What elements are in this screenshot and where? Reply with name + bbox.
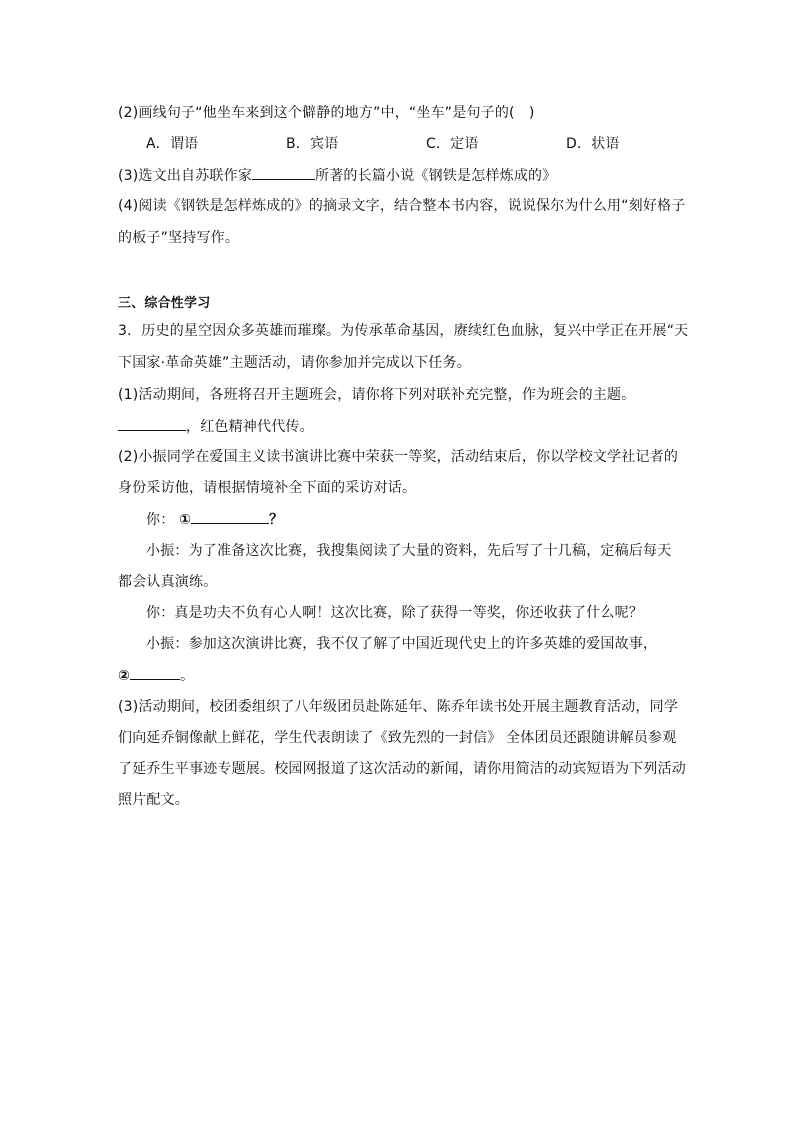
answer-blank-gain[interactable] <box>130 665 180 680</box>
q3-p1-line2-after: ，红色精神代代传。 <box>186 419 314 435</box>
q3-p3-line3: 了延乔生平事迹专题展。校园网报道了这次活动的新闻，请你用简洁的动宾短语为下列活动 <box>118 761 686 777</box>
option-a: A．谓语 <box>146 136 199 152</box>
q2-sub4-line2: 的板子”坚持写作。 <box>118 230 240 246</box>
q3-p3-line4: 照片配文。 <box>118 792 189 808</box>
q3-p1-line1: (1)活动期间，各班将召开主题班会，请你将下列对联补充完整，作为班会的主题。 <box>118 387 636 403</box>
dialogue-line-4b <box>118 665 194 686</box>
q3-p2-line2: 身份采访他，请根据情境补全下面的采访对话。 <box>118 480 417 496</box>
q2-sub2-text: (2)画线句子“他坐车来到这个僻静的地方”中，“坐车”是句子的( ) <box>118 105 535 121</box>
dialogue-line-2a: 小振：为了准备这次比赛，我搜集阅读了大量的资料，先后写了十几稿，定稿后每天 <box>146 543 672 559</box>
q2-sub2-options <box>146 134 620 154</box>
q2-sub3 <box>118 165 556 186</box>
answer-blank-question[interactable] <box>191 509 269 524</box>
dialogue-line-4a: 小振：参加这次演讲比赛，我不仅了解了中国近现代史上的许多英雄的爱国故事， <box>146 636 658 652</box>
answer-blank-couplet[interactable] <box>118 416 186 431</box>
dialogue-line-1 <box>146 509 283 530</box>
q3-intro-line2: 下国家·革命英雄”主题活动，请你参加并完成以下任务。 <box>118 355 471 371</box>
marker-2: ② <box>118 668 131 684</box>
option-b: B．宾语 <box>286 136 339 152</box>
section-heading: 三、综合性学习 <box>118 296 211 311</box>
answer-blank-author[interactable] <box>252 165 315 180</box>
q3-p3-line1: (3)活动期间，校团委组织了八年级团员赴陈延年、陈乔年读书处开展主题教育活动，同学 <box>118 699 679 715</box>
dialogue-period: 。 <box>180 668 195 684</box>
option-d: D．状语 <box>566 136 620 152</box>
q2-sub4-line1: (4)阅读《钢铁是怎样炼成的》的摘录文字，结合整本书内容，说说保尔为什么用“刻好格子 <box>118 198 686 214</box>
dialogue-line-3: 你：真是功夫不负有心人啊！这次比赛，除了获得一等奖，你还收获了什么呢？ <box>146 605 643 621</box>
marker-1: ① <box>179 512 192 528</box>
q3-intro-line1: 3．历史的星空因众多英雄而璀璨。为传承革命基因，赓续红色血脉，复兴中学正在开展“天 <box>118 323 689 339</box>
q3-p2-line1: (2)小振同学在爱国主义读书演讲比赛中荣获一等奖，活动结束后，你以学校文学社记者的 <box>118 449 679 465</box>
q2-sub3-after: 所著的长篇小说《钢铁是怎样炼成的》 <box>315 168 557 184</box>
q3-p1-line2 <box>118 416 314 437</box>
dialogue-speaker-reporter: 你： <box>146 512 175 528</box>
q3-p3-line2: 们向延乔铜像献上鲜花，学生代表朗读了《致先烈的一封信》 全体团员还跟随讲解员参观 <box>118 730 677 746</box>
dialogue-question-mark: ？ <box>269 512 284 528</box>
dialogue-line-2b: 都会认真演练。 <box>118 574 218 590</box>
option-c: C．定语 <box>426 136 479 152</box>
q2-sub3-before: (3)选文出自苏联作家 <box>118 168 253 184</box>
